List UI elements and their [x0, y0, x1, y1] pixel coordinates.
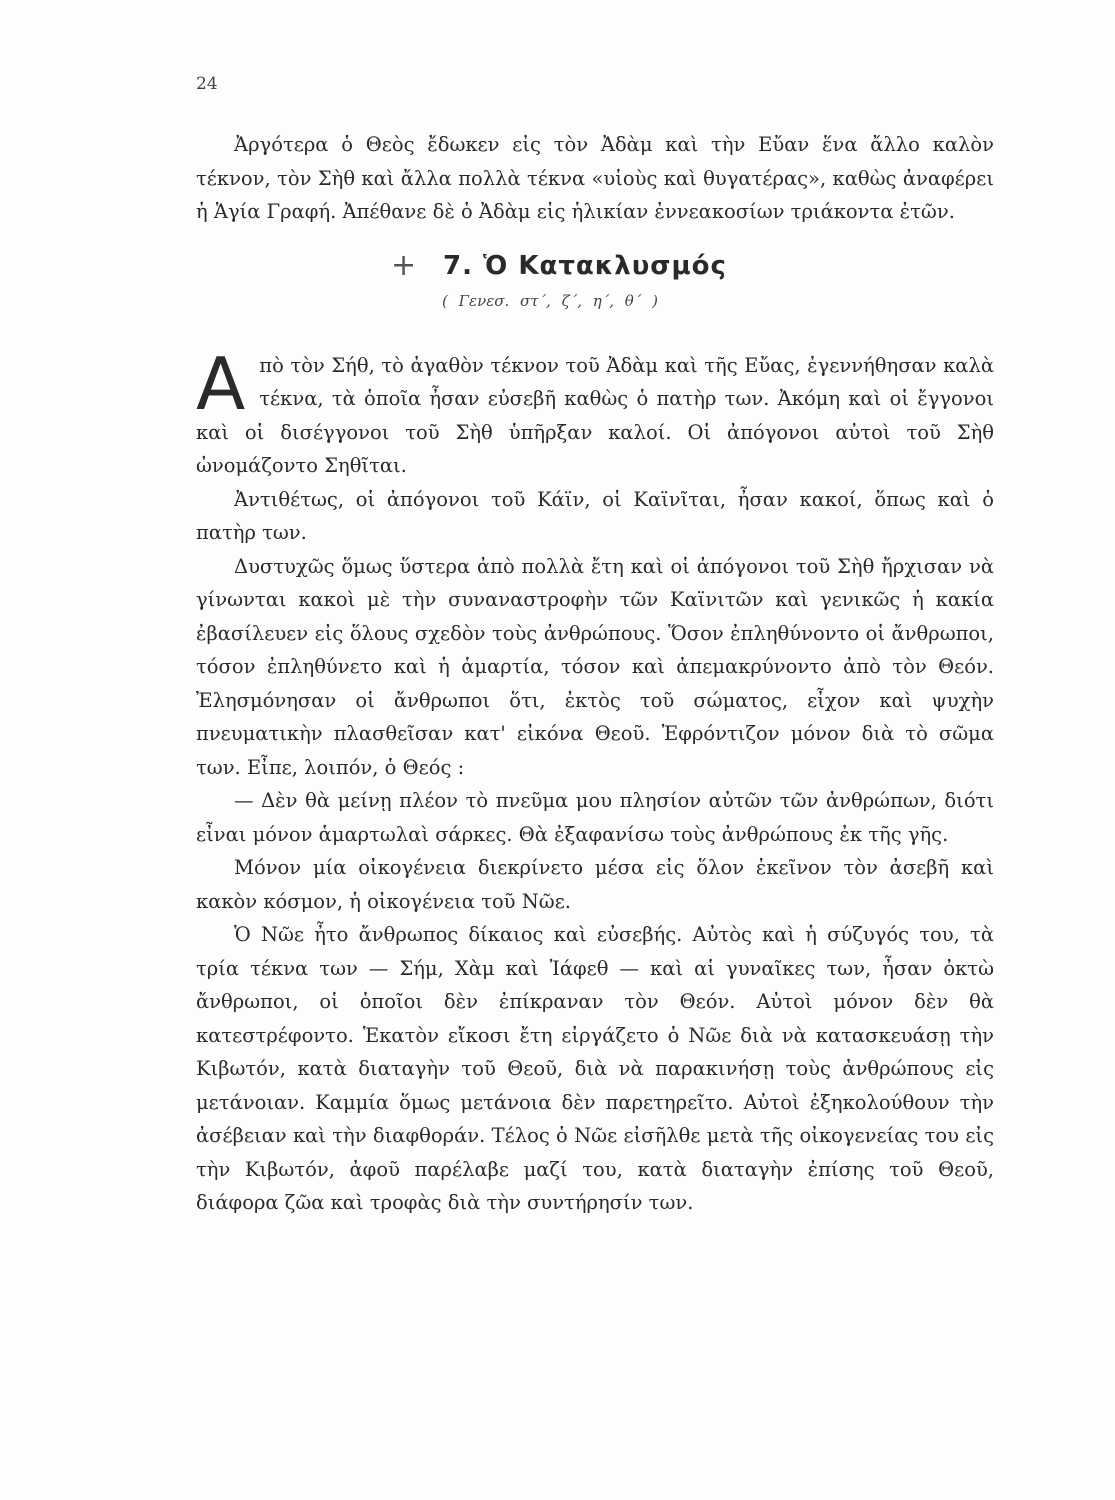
- drop-cap-letter: Α: [196, 341, 246, 426]
- paragraph-1: [196, 341, 994, 483]
- cross-icon: +: [391, 247, 417, 283]
- paragraph-2: Ἀντιθέτως, οἱ ἀπόγονοι τοῦ Κάϊν, οἱ Καϊνῖται, ἦσαν κακοί, ὅπως καὶ ὁ πατὴρ των.: [196, 487, 994, 544]
- page-number: 24: [196, 74, 218, 94]
- intro-paragraph: Ἀργότερα ὁ Θεὸς ἔδωκεν εἰς τὸν Ἀδὰμ καὶ τὴν Εὔαν ἕνα ἄλλο καλὸν τέκνον, τὸν Σὴθ καὶ ἄλλα πολλὰ τέκνα «υἱοὺς καὶ θυγατέρας», καθὼς ἀναφέρει ἡ Ἁγία Γραφή. Ἀπέθανε δὲ ὁ Ἀδὰμ εἰς ἡλικίαν ἐννεακοσίων τριάκοντα ἐτῶν.: [196, 133, 994, 223]
- section-reference: ( Γενεσ. στ΄, ζ΄, η΄, θ΄ ): [442, 291, 658, 310]
- paragraph-4: — Δὲν θὰ μείνῃ πλέον τὸ πνεῦμα μου πλησίον αὐτῶν τῶν ἀνθρώπων, διότι εἶναι μόνον ἁμαρτωλαὶ σάρκες. Θὰ ἐξαφανίσω τοὺς ἀνθρώπους ἐκ τῆς γῆς.: [196, 789, 994, 846]
- paragraph-6: Ὁ Νῶε ἦτο ἄνθρωπος δίκαιος καὶ εὐσεβής. Αὐτὸς καὶ ἡ σύζυγός του, τὰ τρία τέκνα των — Σήμ, Χὰμ καὶ Ἰάφεθ — καὶ αἱ γυναῖκες των, ἦσαν ὀκτὼ ἄνθρωποι, οἱ ὁποῖοι δὲν ἐπίκραναν τὸν Θεόν. Αὐτοὶ μόνον δὲν θὰ κατεστρέφοντο. Ἑκατὸν εἴκοσι ἔτη εἰργάζετο ὁ Νῶε διὰ νὰ κατασκευάσῃ τὴν Κιβωτόν, κατὰ διαταγὴν τοῦ Θεοῦ, διὰ νὰ παρακινήσῃ τοὺς ἀνθρώπους εἰς μετάνοιαν. Καμμία ὅμως μετάνοια δὲν παρετηρεῖτο. Αὐτοὶ ἐξηκολούθουν τὴν ἀσέβειαν καὶ τὴν διαφθοράν. Τέλος ὁ Νῶε εἰσῆλθε μετὰ τῆς οἰκογενείας του εἰς τὴν Κιβωτόν, ἀφοῦ παρέλαβε μαζί του, κατὰ διαταγὴν ἐπίσης τοῦ Θεοῦ, διάφορα ζῶα καὶ τροφὰς διὰ τὴν συντήρησίν των.: [196, 923, 994, 1214]
- paragraph-3: Δυστυχῶς ὅμως ὕστερα ἀπὸ πολλὰ ἔτη καὶ οἱ ἀπόγονοι τοῦ Σὴθ ἤρχισαν νὰ γίνωνται κακοὶ μὲ τὴν συναναστροφὴν τῶν Καϊνιτῶν καὶ γενικῶς ἡ κακία ἐβασίλευεν εἰς ὅλους σχεδὸν τοὺς ἀνθρώπους. Ὅσον ἐπληθύνοντο οἱ ἄνθρωποι, τόσον ἐπληθύνετο καὶ ἡ ἁμαρτία, τόσον καὶ ἀπεμακρύνοντο ἀπὸ τὸν Θεόν. Ἐλησμόνησαν οἱ ἄνθρωποι ὅτι, ἐκτὸς τοῦ σώματος, εἶχον καὶ ψυχὴν πνευματικὴν πλασθεῖσαν κατ' εἰκόνα Θεοῦ. Ἐφρόντιζον μόνον διὰ τὸ σῶμα των. Εἶπε, λοιπόν, ὁ Θεός :: [196, 554, 994, 779]
- section-heading: [196, 229, 994, 349]
- page-body: [196, 128, 994, 1220]
- paragraph-5: Μόνον μία οἰκογένεια διεκρίνετο μέσα εἰς ὅλον ἐκεῖνον τὸν ἀσεβῆ καὶ κακὸν κόσμον, ἡ οἰκογένεια τοῦ Νῶε.: [196, 856, 994, 913]
- section-title: 7. Ὁ Κατακλυσμός: [443, 250, 727, 281]
- paragraph-1-text: πὸ τὸν Σήθ, τὸ ἀγαθὸν τέκνον τοῦ Ἀδὰμ καὶ τῆς Εὔας, ἐγεννήθησαν καλὰ τέκνα, τὰ ὁποῖα ἦσαν εὐσεβῆ καθὼς ὁ πατὴρ των. Ἀκόμη καὶ οἱ ἔγγονοι καὶ οἱ δισέγγονοι τοῦ Σὴθ ὑπῆρξαν καλοί. Οἱ ἀπόγονοι αὐτοὶ τοῦ Σὴθ ὠνομάζοντο Σηθῖται.: [196, 353, 994, 477]
